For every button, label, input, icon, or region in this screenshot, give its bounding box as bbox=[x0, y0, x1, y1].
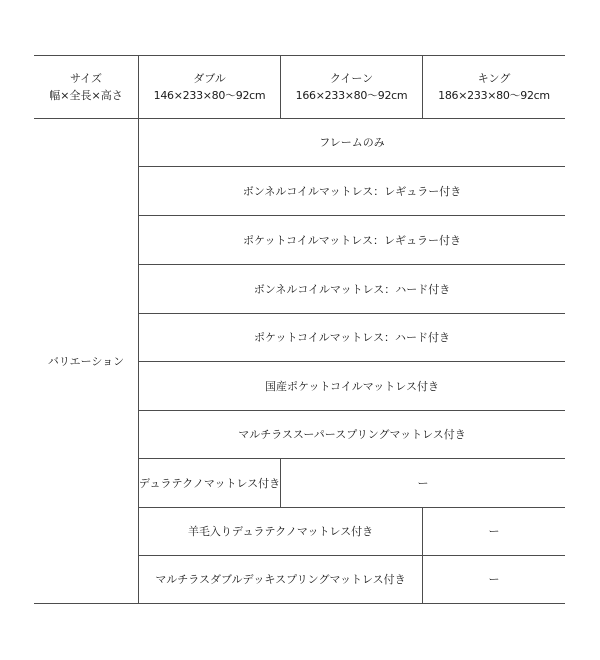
variation-row: ポケットコイルマットレス：ハード付き bbox=[254, 331, 450, 344]
column-dimensions: 166×233×80〜92cm bbox=[295, 89, 408, 102]
not-available-cell: ー bbox=[488, 525, 500, 538]
column-dimensions: 146×233×80〜92cm bbox=[153, 89, 266, 102]
variation-row: ポケットコイルマットレス：レギュラー付き bbox=[243, 233, 461, 247]
column-name: ダブル bbox=[193, 72, 226, 85]
variation-row: ボンネルコイルマットレス：ハード付き bbox=[253, 282, 451, 296]
variation-row: 国産ポケットコイルマットレス付き bbox=[265, 379, 439, 393]
variation-row: デュラテクノマットレス付き bbox=[138, 476, 281, 490]
column-name: クイーン bbox=[329, 72, 374, 85]
size-header-cell bbox=[34, 55, 138, 119]
variation-row: 羊毛入りデュラテクノマットレス付き bbox=[187, 525, 374, 538]
not-available-cell: ー bbox=[488, 573, 500, 586]
column-header-king bbox=[423, 55, 565, 119]
size-label: サイズ bbox=[69, 72, 103, 85]
variation-row: ボンネルコイルマットレス：レギュラー付き bbox=[242, 184, 462, 198]
variation-label: バリエーション bbox=[47, 354, 125, 368]
column-header-queen bbox=[281, 55, 422, 119]
spec-table bbox=[34, 55, 565, 604]
variation-row: マルチラススーパースプリングマットレス付き bbox=[238, 428, 466, 441]
not-available-cell: ー bbox=[417, 476, 429, 490]
variation-row: フレームのみ bbox=[319, 136, 385, 149]
table-border-bottom bbox=[34, 603, 565, 604]
column-name: キング bbox=[477, 72, 511, 85]
size-dimensions-label: 幅×全長×高さ bbox=[49, 89, 123, 102]
column-dimensions: 186×233×80〜92cm bbox=[438, 89, 550, 102]
column-header-double bbox=[139, 55, 280, 119]
variation-row: マルチラスダブルデッキスプリングマットレス付き bbox=[155, 573, 406, 586]
